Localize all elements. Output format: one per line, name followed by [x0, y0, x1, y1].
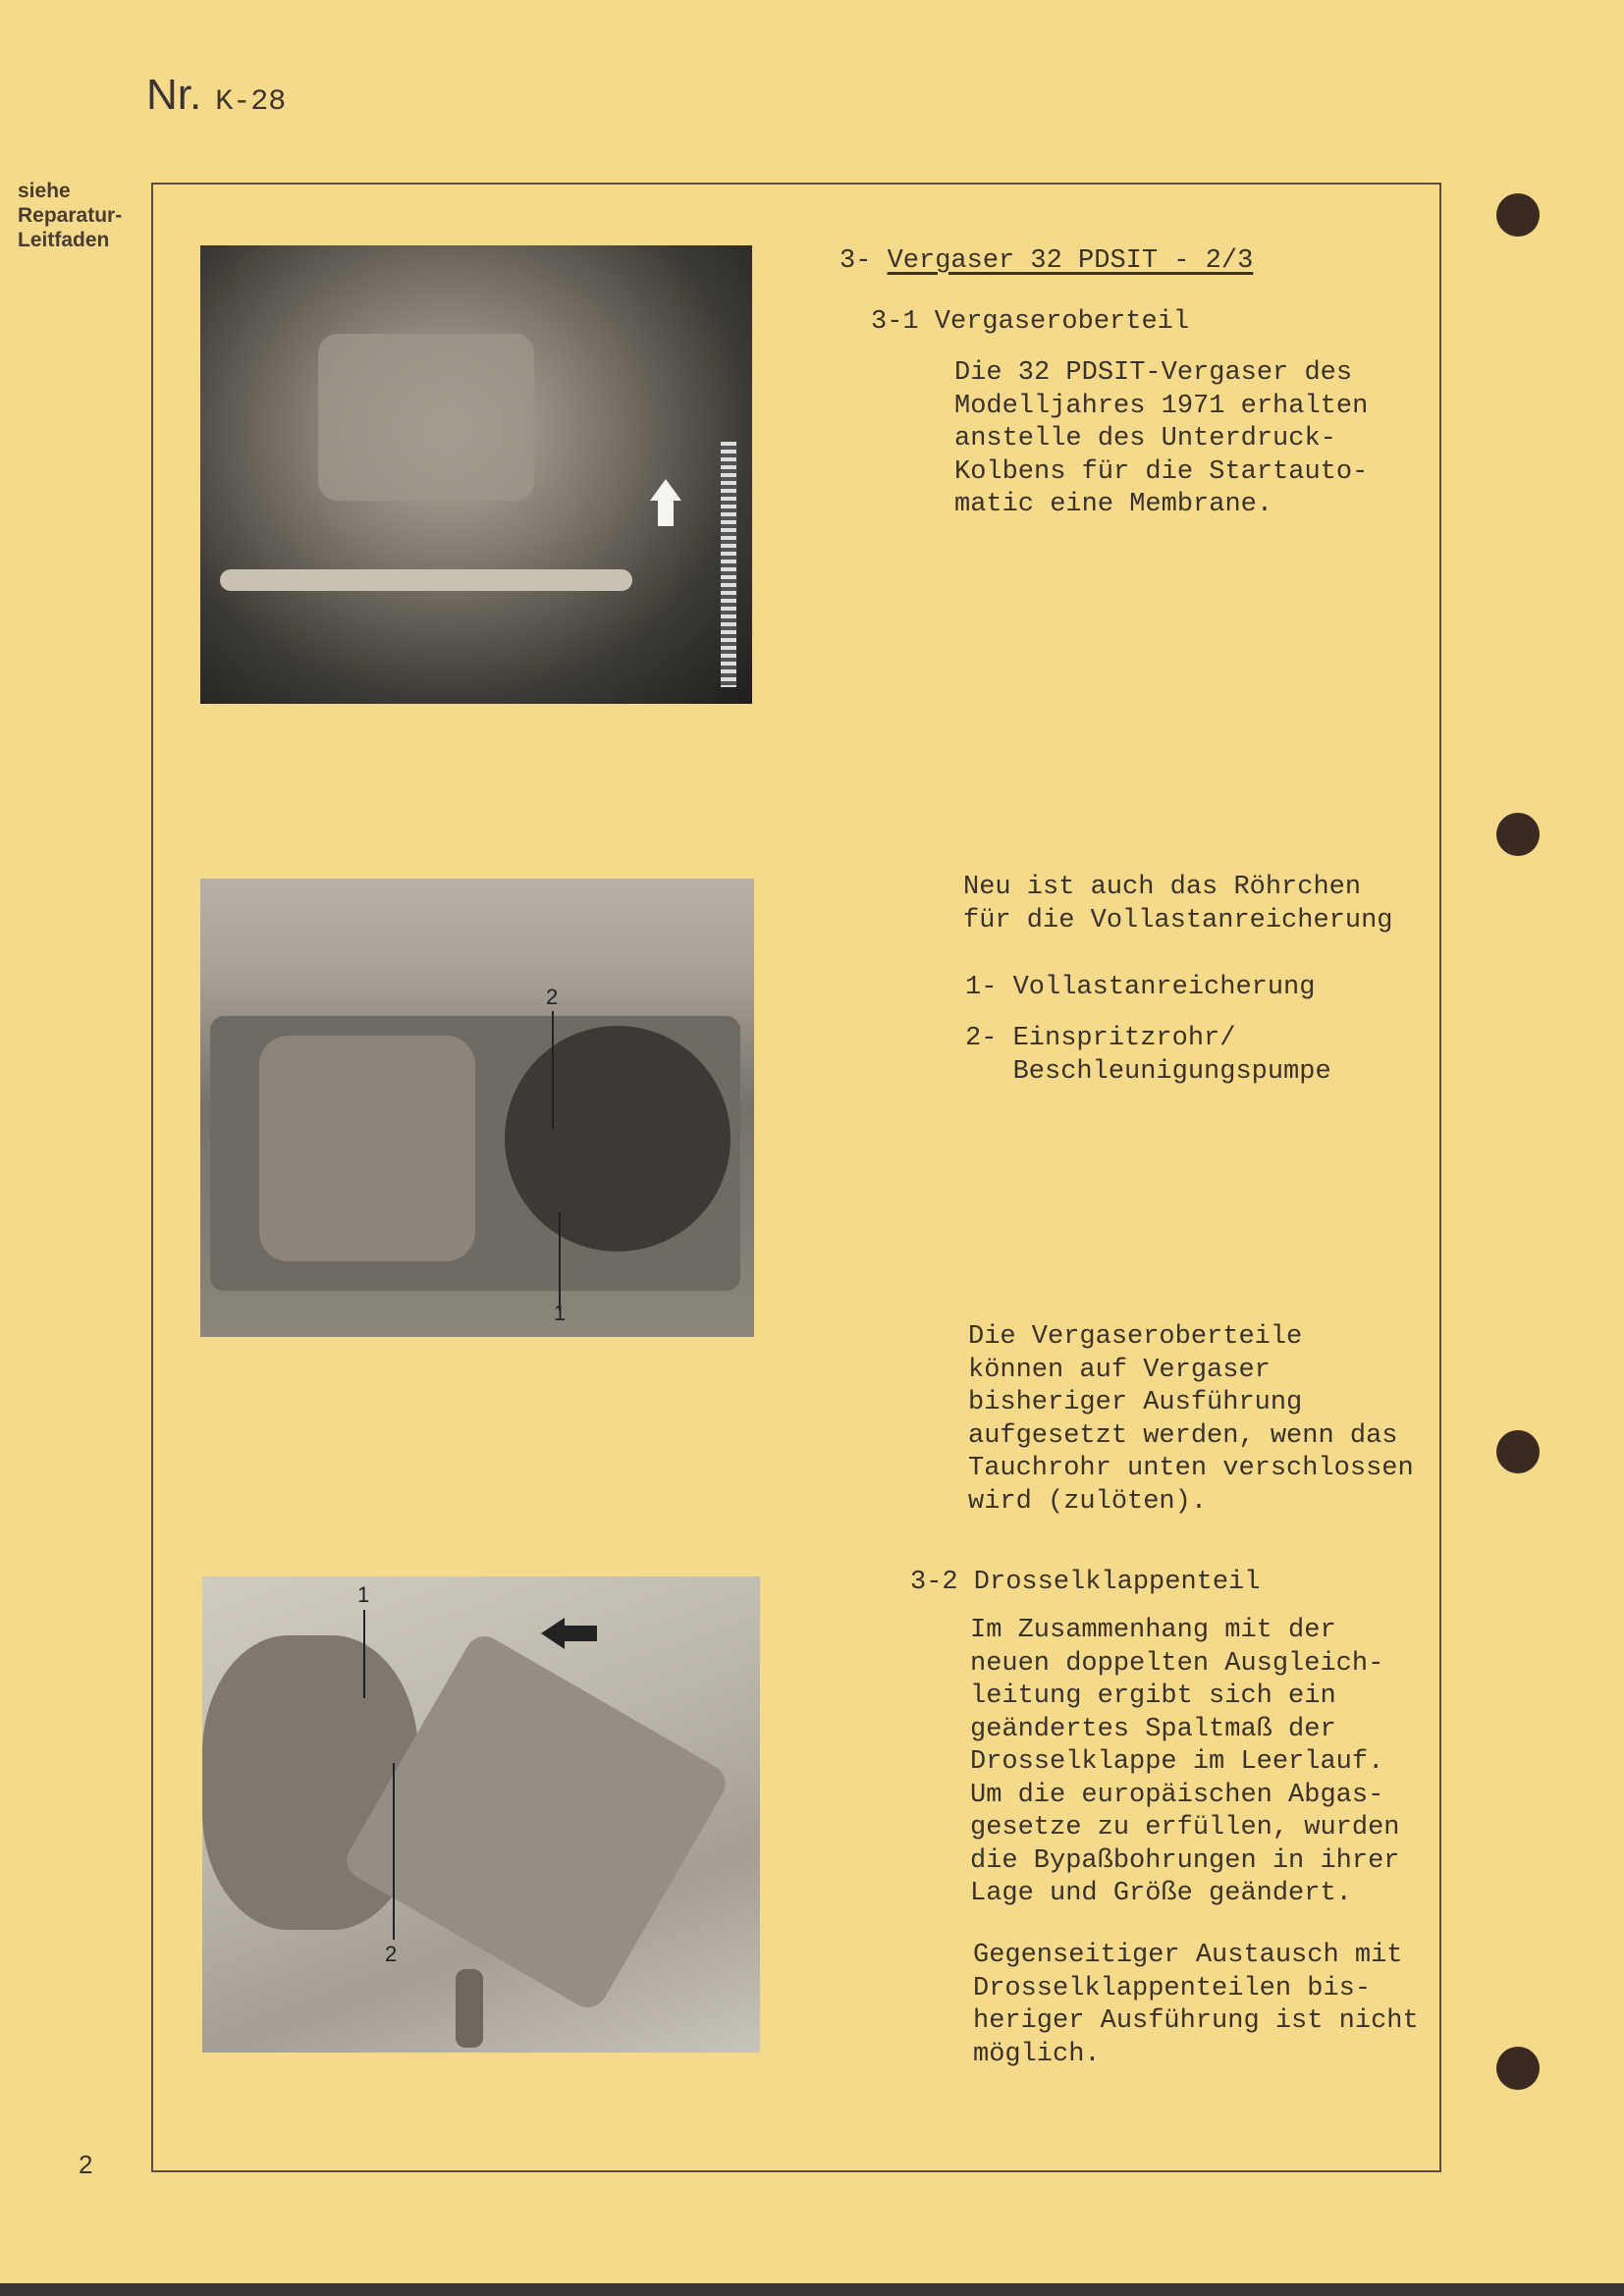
side-note	[18, 179, 122, 252]
side-note-line: siehe	[18, 180, 71, 202]
page-number: 2	[79, 2150, 93, 2179]
section-number: 3-	[839, 246, 872, 276]
callout-label: 1	[357, 1582, 370, 1607]
nr-value: K-28	[215, 85, 287, 119]
photo-throttle-body	[202, 1576, 760, 2053]
paragraph: Im Zusammenhang mit der neuen doppelten Ausgleich- leitung ergibt sich ein geändertes Spaltmaß der Drosselklappe im Leerlauf. Um die europäischen Abgas- gesetze zu erfüllen, wurden die Bypaßbohrungen in ihrer Lage und Größe geändert.	[970, 1616, 1400, 1908]
scan-edge	[0, 2283, 1624, 2296]
punch-hole	[1496, 2047, 1540, 2090]
paragraph: Neu ist auch das Röhrchen für die Vollastanreicherung	[963, 873, 1393, 935]
section-title: Vergaser 32 PDSIT - 2/3	[887, 246, 1254, 276]
punch-hole	[1496, 1430, 1540, 1473]
section-heading	[839, 245, 1253, 279]
photo-carburetor-installed	[200, 245, 752, 704]
subsection-heading: 3-1 Vergaseroberteil	[871, 307, 1190, 337]
document-number	[146, 71, 286, 120]
callout-label: 2	[546, 985, 559, 1009]
paragraph: Gegenseitiger Austausch mit Drosselklappenteilen bis- heriger Ausführung ist nicht möglich.	[973, 1941, 1419, 2069]
paragraph: Die Vergaseroberteile können auf Vergaser bisheriger Ausführung aufgesetzt werden, wenn das Tauchrohr unten verschlossen wird (zulöten).	[968, 1322, 1414, 1517]
punch-hole	[1496, 813, 1540, 856]
photo-carburetor-top	[200, 879, 754, 1337]
paragraph: Die 32 PDSIT-Vergaser des Modelljahres 1971 erhalten anstelle des Unterdruck- Kolbens für die Startauto- matic eine Membrane.	[954, 358, 1369, 519]
arrow-up-icon	[650, 479, 681, 501]
nr-label: Nr.	[146, 71, 202, 119]
side-note-line: Leitfaden	[18, 229, 110, 251]
list-item: 2- Einspritzrohr/ Beschleunigungspumpe	[965, 1024, 1331, 1087]
side-note-line: Reparatur-	[18, 204, 123, 227]
callout-label: 1	[554, 1301, 567, 1325]
subsection-heading: 3-2 Drosselklappenteil	[910, 1568, 1261, 1597]
callout-label: 2	[385, 1942, 398, 1966]
list-item: 1- Vollastanreicherung	[965, 973, 1316, 1002]
punch-hole	[1496, 193, 1540, 237]
